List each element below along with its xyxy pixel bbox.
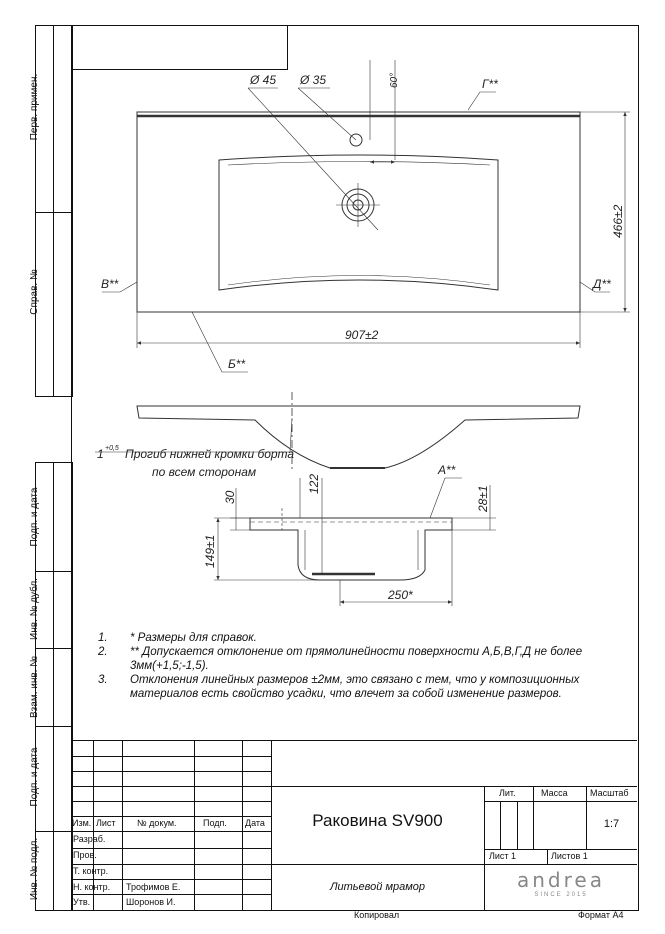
role-nkontr: Н. контр. bbox=[73, 882, 111, 892]
bowl-outline bbox=[219, 155, 498, 290]
dim-d35: Ø 35 bbox=[300, 73, 327, 87]
dim-d45: Ø 45 bbox=[250, 73, 277, 87]
name-utv: Шоронов И. bbox=[126, 897, 176, 907]
role-razrab: Разраб. bbox=[73, 834, 106, 844]
dim-v: В** bbox=[101, 277, 119, 291]
dim-122: 122 bbox=[307, 473, 321, 494]
dim-depth: 466±2 bbox=[611, 204, 625, 238]
lit-label: Лит. bbox=[499, 788, 516, 798]
note-text: ** Допускается отклонение от прямолинейности поверхности А,Б,В,Г,Д не более 3мм(+1,5;-1,5). bbox=[130, 646, 583, 672]
sag-sup: +0,5 bbox=[105, 445, 119, 452]
stamp-inv-dubl: Инв. № дубл. bbox=[29, 578, 40, 640]
hdr-data: Дата bbox=[245, 818, 265, 828]
role-tkontr: Т. контр. bbox=[73, 866, 109, 876]
andrea-logo bbox=[485, 866, 637, 910]
sag-line1: Прогиб нижней кромки борта bbox=[125, 447, 295, 461]
role-utv: Утв. bbox=[73, 897, 91, 907]
title-block bbox=[71, 740, 637, 910]
stamp-perv-primen: Перв. примен. bbox=[29, 73, 40, 141]
dim-angle: 60° bbox=[389, 72, 400, 88]
product-title: Раковина SV900 bbox=[312, 811, 443, 830]
role-prov: Пров. bbox=[73, 850, 97, 860]
dim-30: 30 bbox=[223, 490, 237, 504]
stamp-inv-podl: Инв. № подл. bbox=[29, 837, 40, 901]
hdr-podp: Подп. bbox=[203, 818, 227, 828]
sheets-label: Листов 1 bbox=[551, 851, 588, 861]
scale-value: 1:7 bbox=[603, 818, 620, 830]
stamp-sprav-no: Справ. № bbox=[29, 269, 40, 315]
sag-line2: по всем сторонам bbox=[152, 465, 257, 479]
name-nkontr: Трофимов Е. bbox=[126, 882, 181, 892]
masshtab-label: Масштаб bbox=[590, 788, 629, 798]
copied-label: Копировал bbox=[354, 910, 400, 920]
logo-sub: SINCE 2015 bbox=[534, 892, 588, 898]
logo-text: andrea bbox=[517, 868, 605, 892]
hdr-doc: № докум. bbox=[137, 818, 177, 828]
note-text: Отклонения линейных размеров ±2мм, это связано с тем, что у композиционных материалов есть свойство усадки, что влечет за собой изменение размеров. bbox=[130, 674, 580, 700]
stamp-podp-data-1: Подп. и дата bbox=[29, 487, 40, 547]
note-number: 1. bbox=[98, 632, 108, 644]
note-number: 2. bbox=[98, 646, 108, 658]
hdr-list: Лист bbox=[96, 818, 116, 828]
note-number: 3. bbox=[98, 674, 108, 686]
sheet-label: Лист 1 bbox=[489, 851, 517, 861]
hdr-izm: Изм. bbox=[72, 818, 92, 828]
dim-a: А** bbox=[438, 463, 456, 477]
sag-value: 1 bbox=[97, 447, 104, 461]
note-text: * Размеры для справок. bbox=[130, 632, 257, 644]
format-label: Формат A4 bbox=[578, 910, 624, 920]
dim-width: 907±2 bbox=[345, 328, 379, 342]
dim-b: Б** bbox=[228, 357, 246, 371]
dim-149: 149±1 bbox=[203, 534, 217, 568]
stamp-vzam-inv: Взам. инв. № bbox=[29, 656, 40, 718]
material: Литьевой мрамор bbox=[329, 881, 426, 893]
basin-side-profile bbox=[250, 518, 452, 580]
stamp-podp-data-2: Подп. и дата bbox=[29, 747, 40, 807]
massa-label: Масса bbox=[541, 788, 568, 798]
dim-28: 28±1 bbox=[476, 485, 490, 512]
dim-d: Д** bbox=[593, 277, 611, 291]
dim-g: Г** bbox=[482, 77, 498, 91]
dim-250: 250* bbox=[388, 588, 413, 602]
basin-top-outline bbox=[137, 112, 580, 312]
